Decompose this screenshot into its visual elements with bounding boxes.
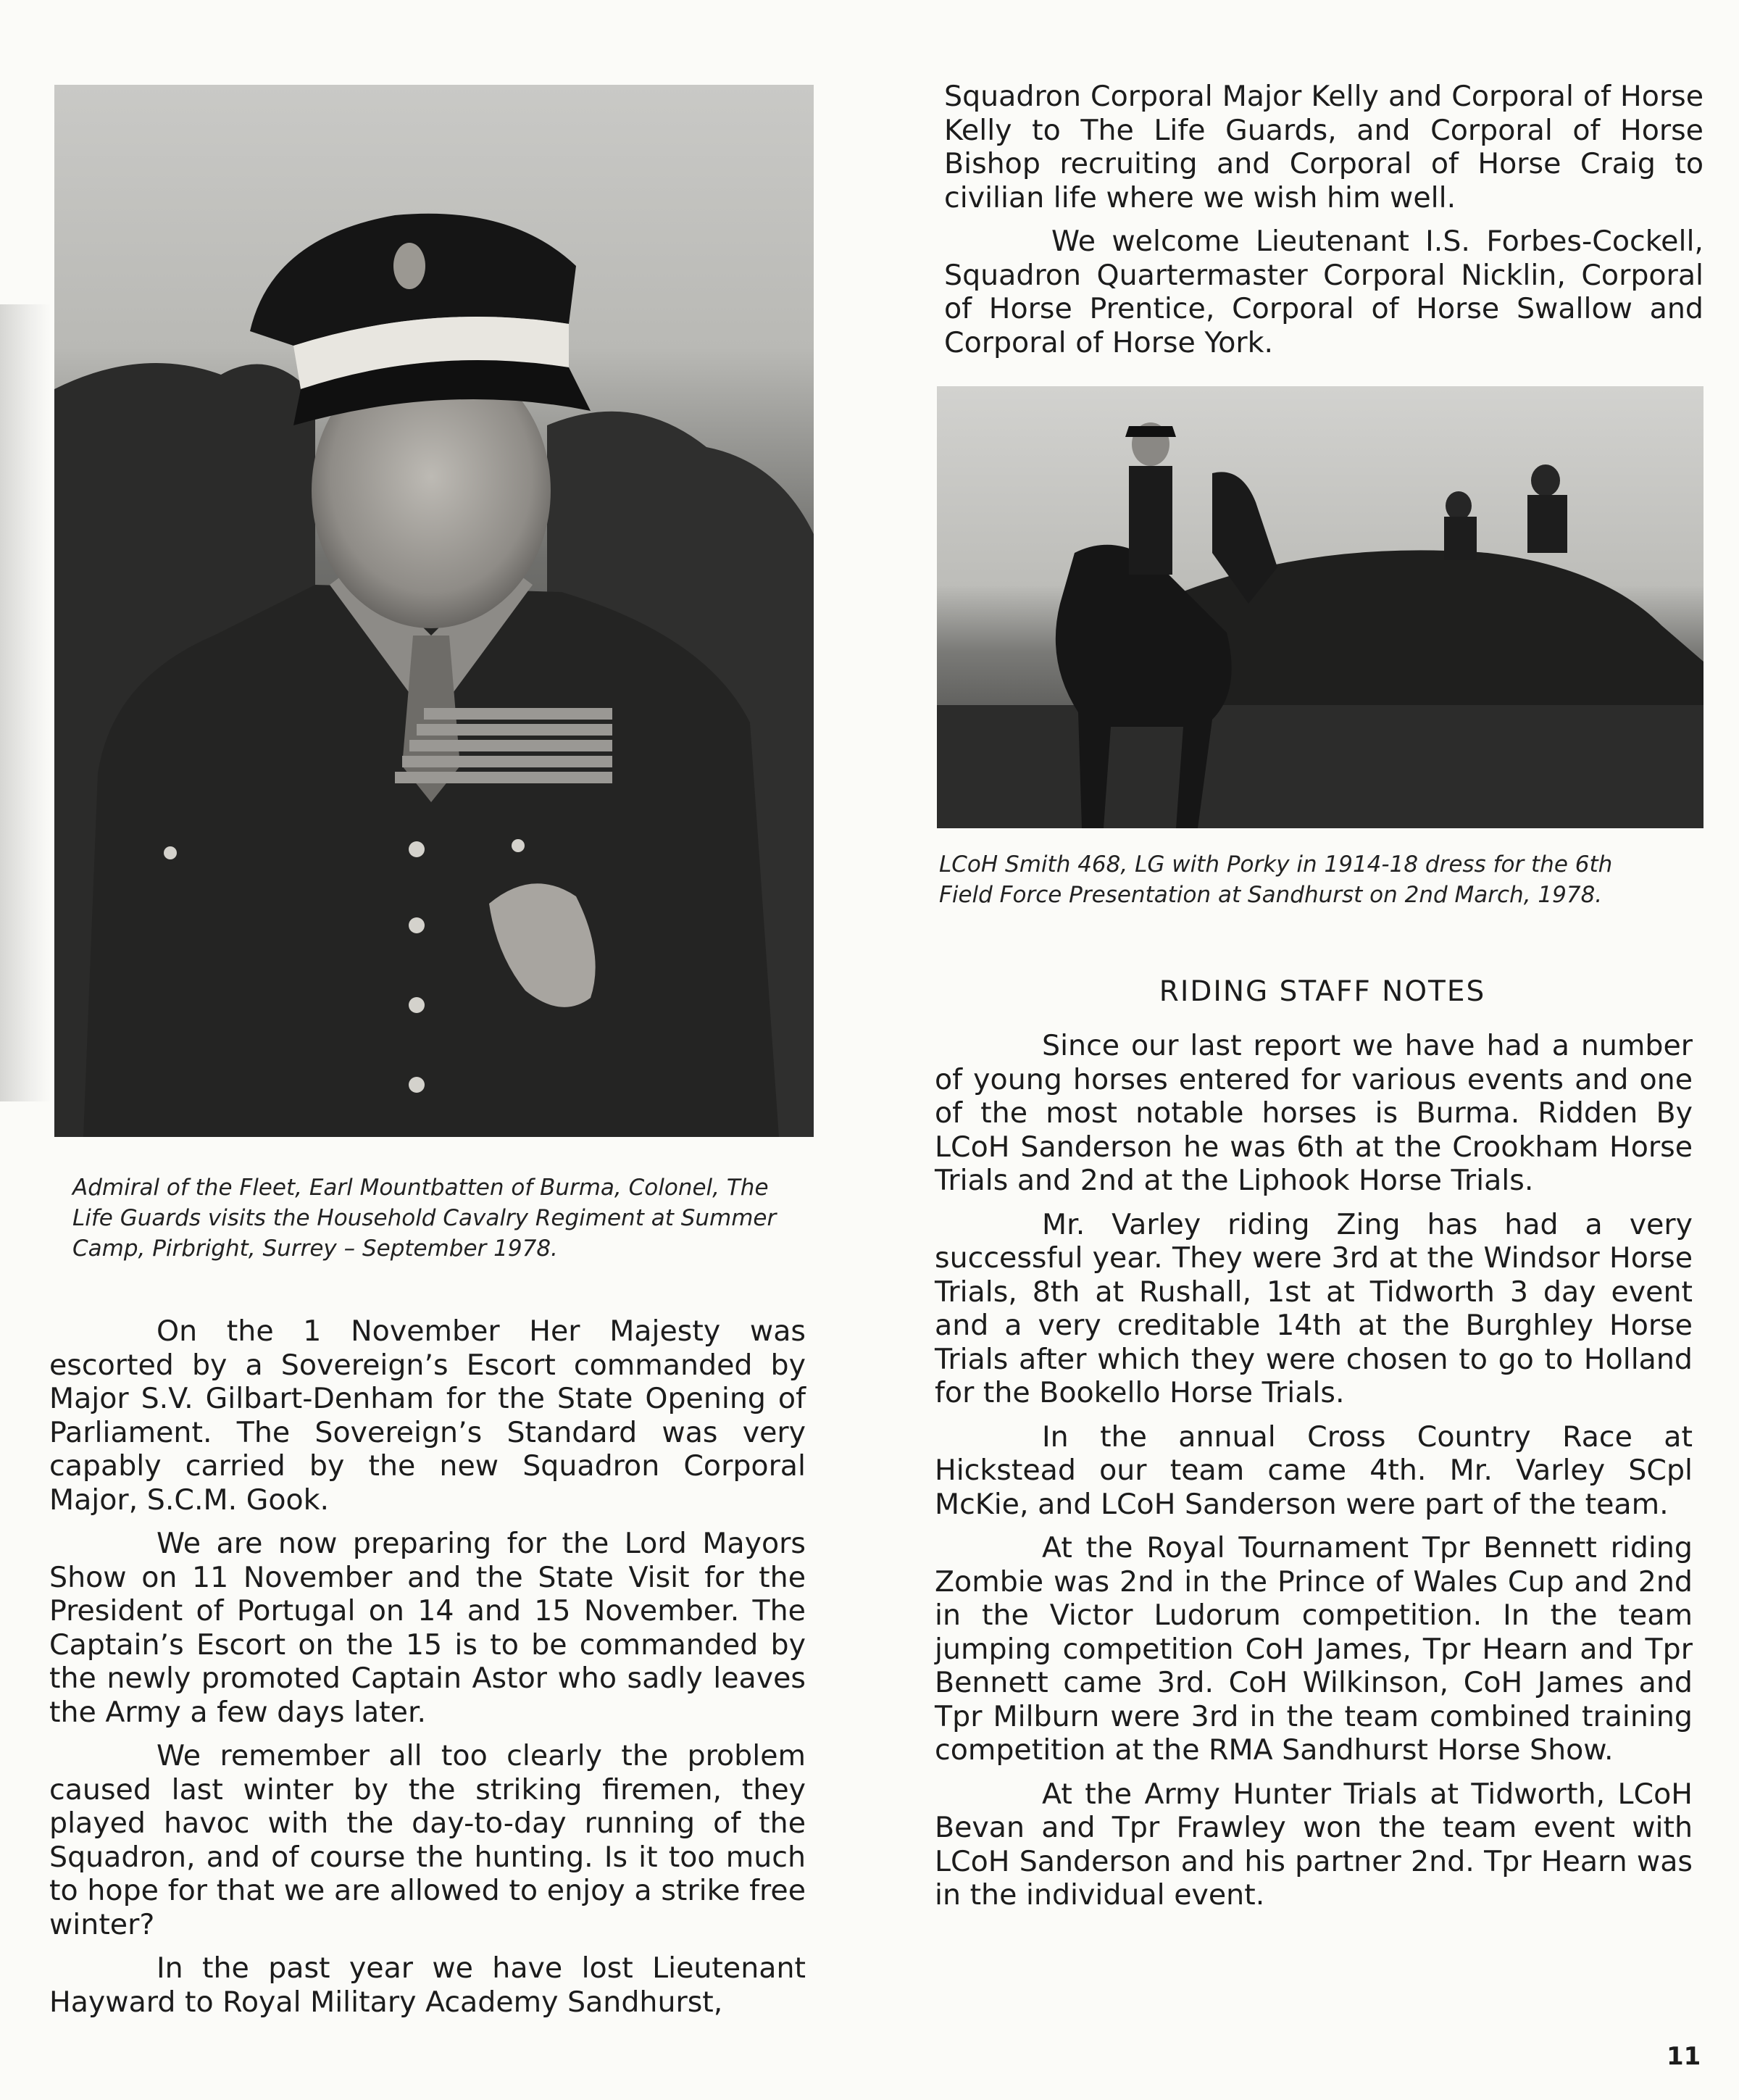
horseman-photo	[937, 386, 1703, 828]
left-column	[49, 1314, 806, 2029]
scan-edge-shadow	[0, 304, 51, 1101]
portrait-caption: Admiral of the Fleet, Earl Mountbatten of Burma, Colonel, The Life Guards visits the Household Cavalry Regiment at Summer Camp, Pirbright, Surrey – September 1978.	[72, 1175, 777, 1262]
paragraph: At the Army Hunter Trials at Tidworth, LCoH Bevan and Tpr Frawley won the team event with LCoH Sanderson and his partner 2nd. Tpr Hearn was in the individual event.	[935, 1777, 1693, 1912]
paragraph: On the 1 November Her Majesty was escorted by a Sovereign’s Escort commanded by Major S.V. Gilbart-Denham for the State Opening of Parliament. The Sovereign’s Standard was very capably carried by the new Squadron Corporal Major, S.C.M. Gook.	[49, 1314, 806, 1517]
paragraph: We welcome Lieutenant I.S. Forbes-Cockell, Squadron Quartermaster Corporal Nicklin, Corporal of Horse Prentice, Corporal of Horse Swallow and Corporal of Horse York.	[944, 225, 1703, 359]
page-number: 11	[1667, 2042, 1701, 2071]
horseman-caption: LCoH Smith 468, LG with Porky in 1914-18 dress for the 6th Field Force Presentation at Sandhurst on 2nd March, 1978.	[939, 851, 1613, 908]
paragraph: In the annual Cross Country Race at Hickstead our team came 4th. Mr. Varley SCpl McKie, and LCoH Sanderson were part of the team.	[935, 1420, 1693, 1521]
paragraph: Since our last report we have had a number of young horses entered for various events and one of the most notable horses is Burma. Ridden By LCoH Sanderson he was 6th at the Crookham Horse Trials and 2nd at the Liphook Horse Trials.	[935, 1029, 1693, 1197]
riding-staff-heading: RIDING STAFF NOTES	[1159, 975, 1486, 1008]
riding-staff-column	[935, 1029, 1693, 1922]
paragraph: We are now preparing for the Lord Mayors Show on 11 November and the State Visit for the President of Portugal on 14 and 15 November. The Captain’s Escort on the 15 is to be commanded by the newly promoted Captain Astor who sadly leaves the Army a few days later.	[49, 1527, 806, 1729]
paragraph: Mr. Varley riding Zing has had a very successful year. They were 3rd at the Windsor Horse Trials, 8th at Rushall, 1st at Tidworth 3 day event and a very creditable 14th at the Burghley Horse Trials after which they were chosen to go to Holland for the Bookello Horse Trials.	[935, 1207, 1693, 1409]
portrait-photo	[54, 85, 814, 1137]
right-column-top	[944, 80, 1703, 370]
paragraph: We remember all too clearly the problem caused last winter by the striking firemen, they played havoc with the day-to-day running of the Squadron, and of course the hunting. Is it too much to hope for that we are allowed to enjoy a strike free winter?	[49, 1739, 806, 1941]
paragraph: Squadron Corporal Major Kelly and Corporal of Horse Kelly to The Life Guards, and Corporal of Horse Bishop recruiting and Corporal of Horse Craig to civilian life where we wish him well.	[944, 80, 1703, 214]
paragraph: At the Royal Tournament Tpr Bennett riding Zombie was 2nd in the Prince of Wales Cup and 2nd in the Victor Ludorum competition. In the team jumping competition CoH James, Tpr Hearn and Tpr Bennett came 3rd. CoH Wilkinson, CoH James and Tpr Milburn were 3rd in the team combined training competition at the RMA Sandhurst Horse Show.	[935, 1531, 1693, 1767]
paragraph: In the past year we have lost Lieutenant Hayward to Royal Military Academy Sandhurst,	[49, 1951, 806, 2019]
